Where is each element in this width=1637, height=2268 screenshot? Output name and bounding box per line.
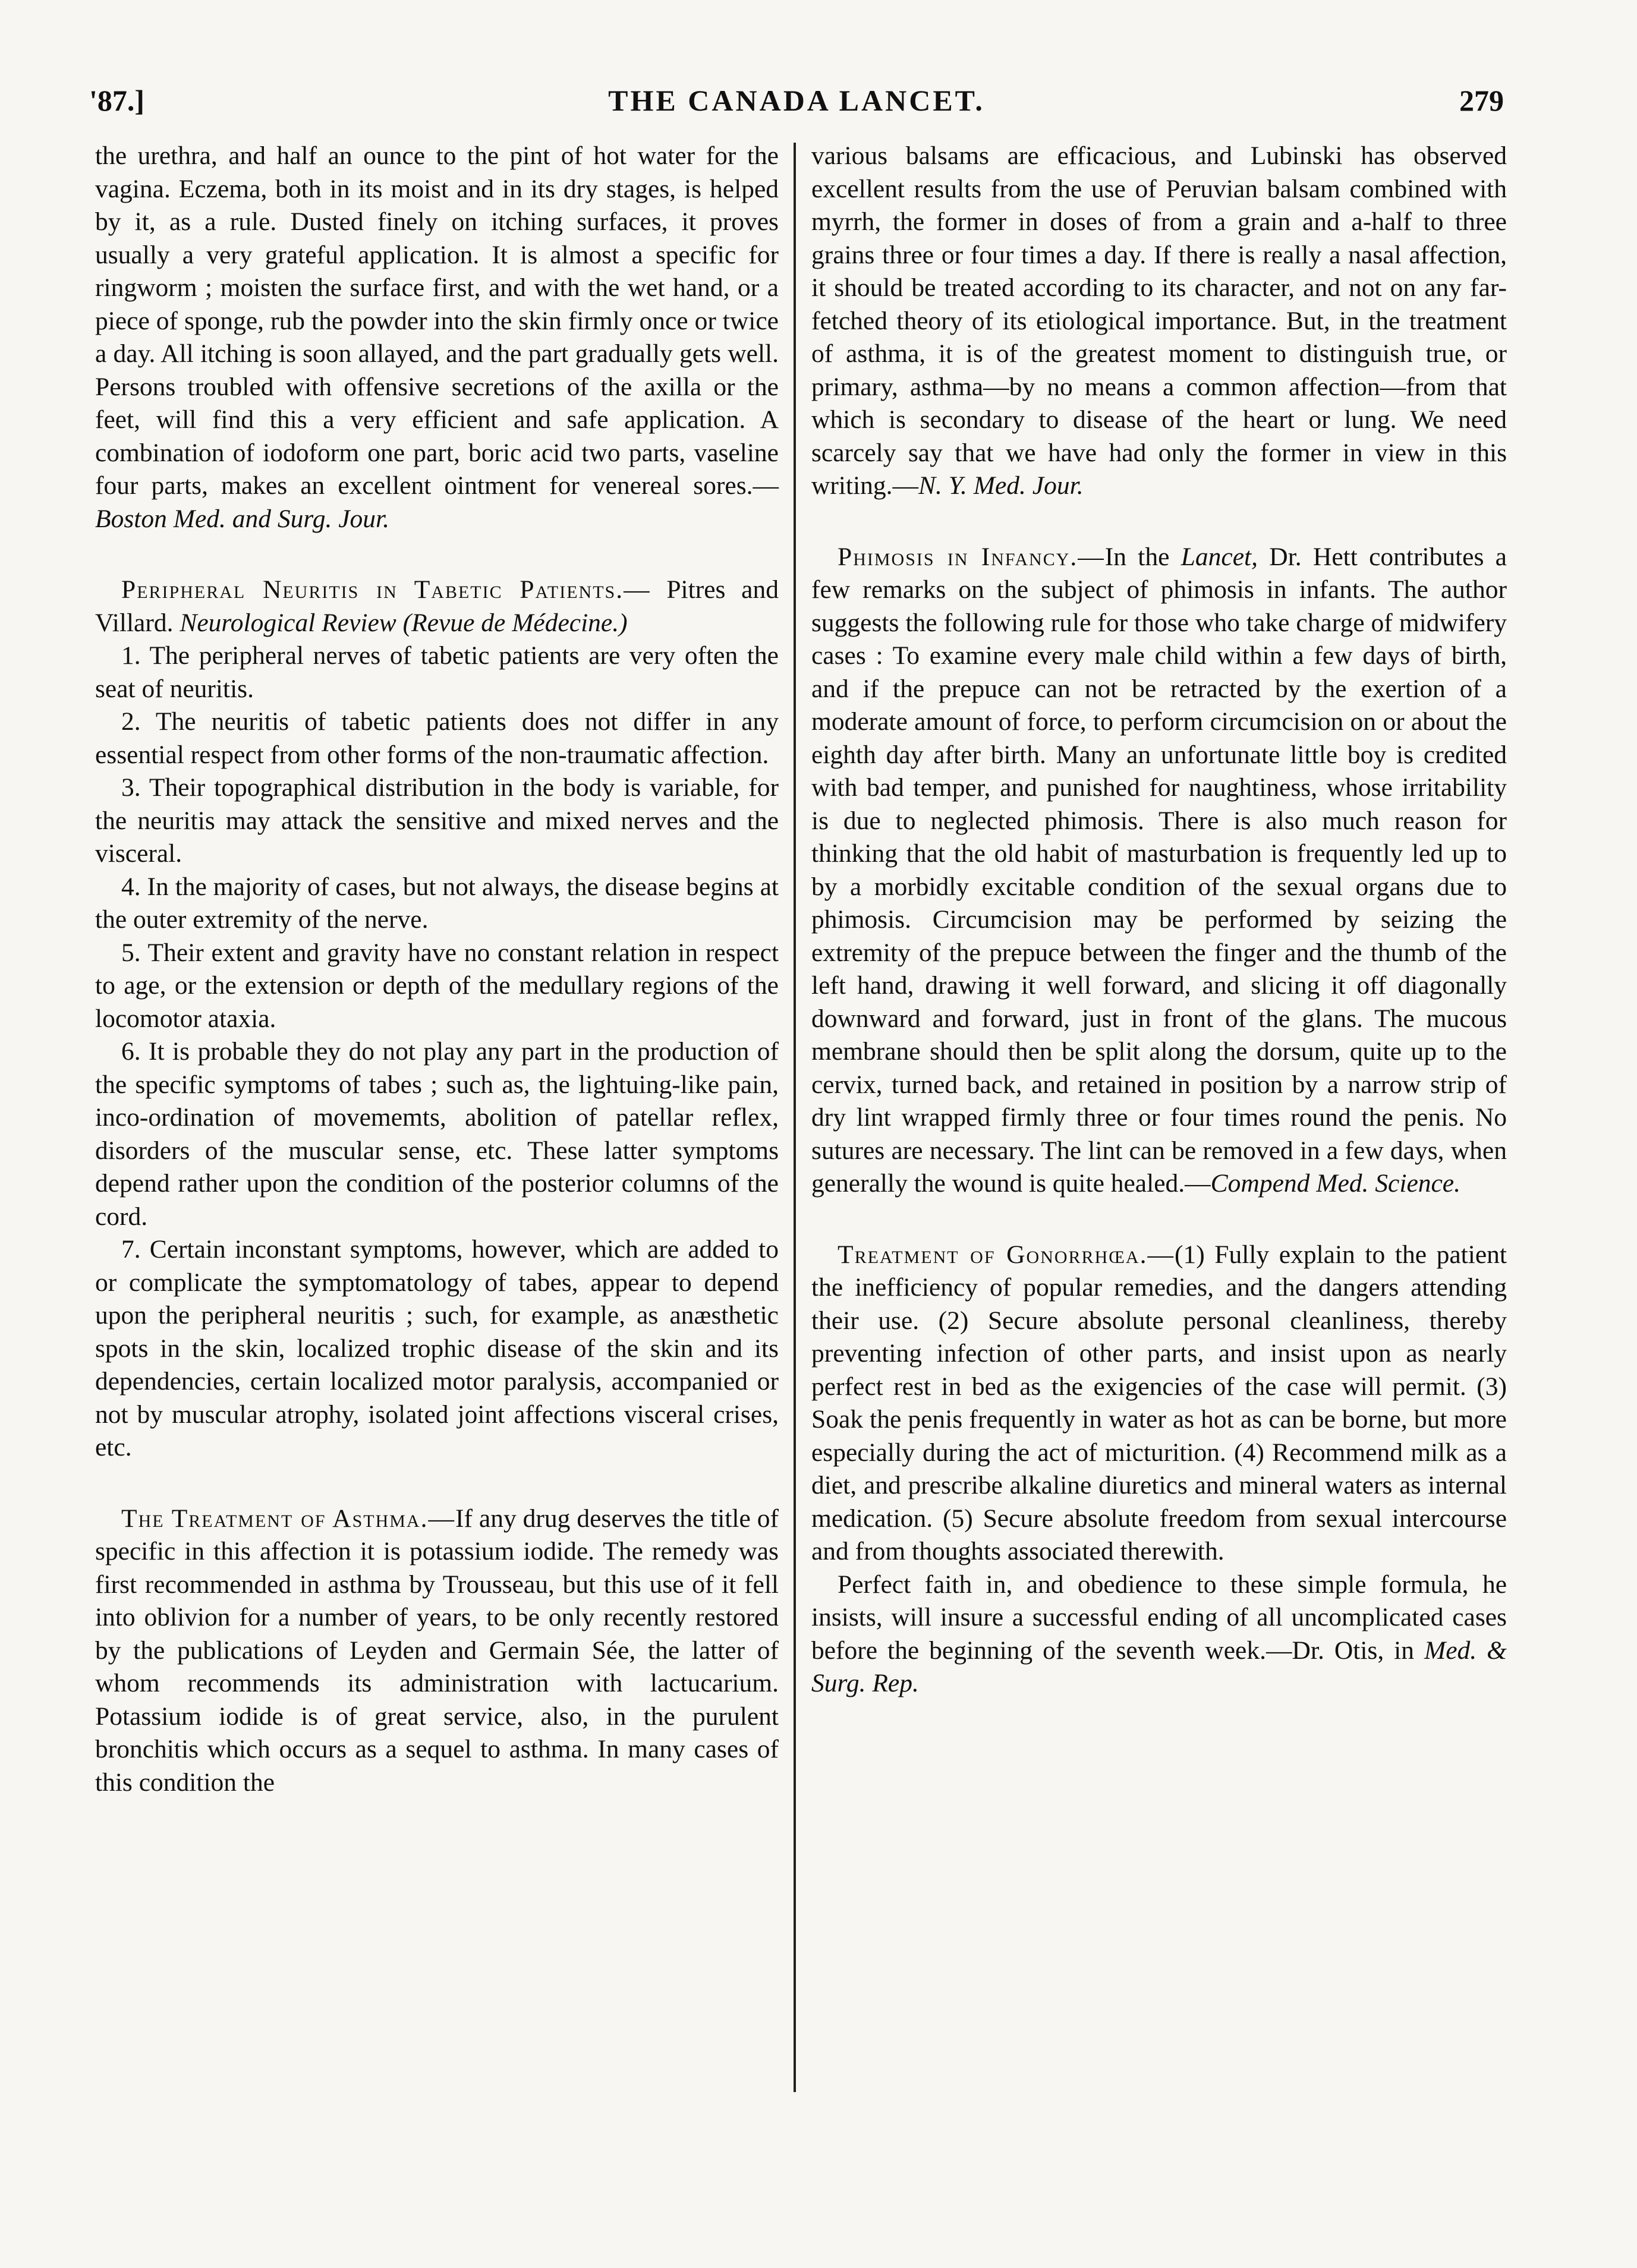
closing-source: Med. & Surg. Rep. <box>811 1636 1507 1697</box>
neuritis-item: 5. Their extent and gravity have no constant relation in respect to age, or the extension or depth of the medullary regions of the locomotor ataxia. <box>95 938 779 1033</box>
phimosis-source: Compend Med. Science. <box>1210 1169 1460 1198</box>
header-year: '87.] <box>89 84 145 117</box>
neuritis-item: 3. Their topographical distribution in the body is variable, for the neuritis may attack the sensitive and mixed nerves and the visceral. <box>95 773 779 868</box>
neuritis-item: 1. The peripheral nerves of tabetic patients are very often the seat of neuritis. <box>95 641 779 703</box>
neuritis-item: 6. It is probable they do not play any part in the production of the specific symptoms of tabes ; such as, the lightuing-like pain, inco-ordination of movememts, abolition of patellar reflex, disorders of the muscular sense, etc. These latter symptoms depend rather upon the condition of the posterior columns of the cord. <box>95 1037 779 1231</box>
intro-paragraph: the urethra, and half an ounce to the pint of hot water for the vagina. Eczema, both in its moist and in its dry stages, is helped by it, as a rule. Dusted finely on itching surfaces, it proves usually a very grateful application. It is almost a specific for ringworm ; moisten the surface first, and with the wet hand, or a piece of sponge, rub the powder into the skin firmly once or twice a day. All itching is soon allayed, and the part gradually gets well. Persons troubled with offensive secretions of the axilla or the feet, will find this a very efficient and safe application. A combination of iodoform one part, boric acid two parts, vaseline four parts, makes an excellent ointment for venereal sores.—Boston Med. and Surg. Jour. <box>95 141 779 533</box>
gonorrhoea-title: Treatment of Gonorrhœa.— <box>838 1240 1175 1269</box>
phimosis-paragraph: Phimosis in Infancy.—In the Lancet, Dr. Hett contributes a few remarks on the subject of phimosis in infants. The author suggests the following rule for those who take charge of midwifery cases : To examine every male child within a few days of birth, and if the prepuce can not be retracted by the exertion of a moderate amount of force, to perform circumcision on or about the eighth day after birth. Many an unfortunate little boy is credited with bad temper, and punished for naughtiness, whose irritability is due to neglected phimosis. There is also much reason for thinking that the old habit of masturbation is frequently led up to by a morbidly excitable condition of the sexual organs due to phimosis. Circumcision may be performed by seizing the extremity of the prepuce between the finger and the thumb of the left hand, drawing it well forward, and slicing it off diagonally downward and forward, just in front of the glans. The mucous membrane should then be split along the dorsum, quite up to the cervix, turned back, and retained in position by a narrow strip of dry lint wrapped firmly three or four times round the penis. No sutures are necessary. The lint can be removed in a few days, when generally the wound is quite healed.—Compend Med. Science. <box>811 542 1507 1198</box>
intro-source: Boston Med. and Surg. Jour. <box>95 504 389 533</box>
left-column <box>95 140 779 1799</box>
neuritis-heading <box>95 574 779 640</box>
gonorrhoea-paragraph: Treatment of Gonorrhœa.—(1) Fully explain to the patient the inefficiency of popular remedies, and the dangers attending their use. (2) Secure absolute personal cleanliness, thereby preventing infection of other parts, and insist upon as nearly perfect rest in bed as the exigencies of the case will permit. (3) Soak the penis frequently in water as hot as can be borne, but more especially during the act of micturition. (4) Recommend milk as a diet, and prescribe alkaline diuretics and mineral waters as internal medication. (5) Secure absolute freedom from sexual intercourse and from thoughts associated therewith. <box>811 1240 1507 1565</box>
closing-paragraph: Perfect faith in, and obedience to these simple formula, he insists, will insure a successful ending of all uncomplicated cases before the beginning of the seventh week.—Dr. Otis, in Med. & Surg. Rep. <box>811 1570 1507 1697</box>
asthma-title: The Treatment of Asthma.— <box>121 1504 455 1533</box>
phimosis-title: Phimosis in Infancy.— <box>838 542 1105 571</box>
asthma-continuation: various balsams are efficacious, and Lubinski has observed excellent results from the use of Peruvian balsam combined with myrrh, the former in doses of from a grain and a-half to three grains three or four times a day. If there is really a nasal affection, it should be treated according to its character, and not on any far-fetched theory of its etiological importance. But, in the treatment of asthma, it is of the greatest moment to distinguish true, or primary, asthma—by no means a common affection—from that which is secondary to disease of the heart or lung. We need scarcely say that we have had only the former in view in this writing.—N. Y. Med. Jour. <box>811 141 1507 500</box>
neuritis-journal: Neurological Review (Revue de Médecine.) <box>180 608 628 637</box>
neuritis-item: 7. Certain inconstant symptoms, however, which are added to or complicate the symptomatology of tabes, appear to depend upon the peripheral neuritis ; such, for example, as anæsthetic spots in the skin, localized trophic disease of the skin and its dependencies, certain localized motor paralysis, accompanied or not by muscular atrophy, isolated joint affections visceral crises, etc. <box>95 1235 779 1461</box>
right-column <box>811 140 1507 1700</box>
asthma-source: N. Y. Med. Jour. <box>918 471 1084 500</box>
asthma-paragraph: The Treatment of Asthma.—If any drug deserves the title of specific in this affection it is potassium iodide. The remedy was first recommended in asthma by Trousseau, but this use of it fell into oblivion for a number of years, to be only recently restored by the publications of Leyden and Germain Sée, the latter of whom recommends its administration with lactucarium. Potassium iodide is of great service, also, in the purulent bronchitis which occurs as a sequel to asthma. In many cases of this condition the <box>95 1504 779 1797</box>
running-header <box>89 83 1504 137</box>
neuritis-item: 4. In the majority of cases, but not always, the disease begins at the outer extremity of the nerve. <box>95 872 779 934</box>
page-number: 279 <box>1459 84 1504 117</box>
neuritis-authors: Pitres and Villard. <box>95 575 779 637</box>
journal-title: THE CANADA LANCET. <box>608 84 985 117</box>
neuritis-item: 2. The neuritis of tabetic patients does not differ in any essential respect from other forms of the non-traumatic affection. <box>95 707 779 769</box>
neuritis-title: Peripheral Neuritis in Tabetic Patients.— <box>121 575 651 604</box>
column-divider <box>794 143 796 2092</box>
phimosis-lancet: Lancet, <box>1180 542 1258 571</box>
